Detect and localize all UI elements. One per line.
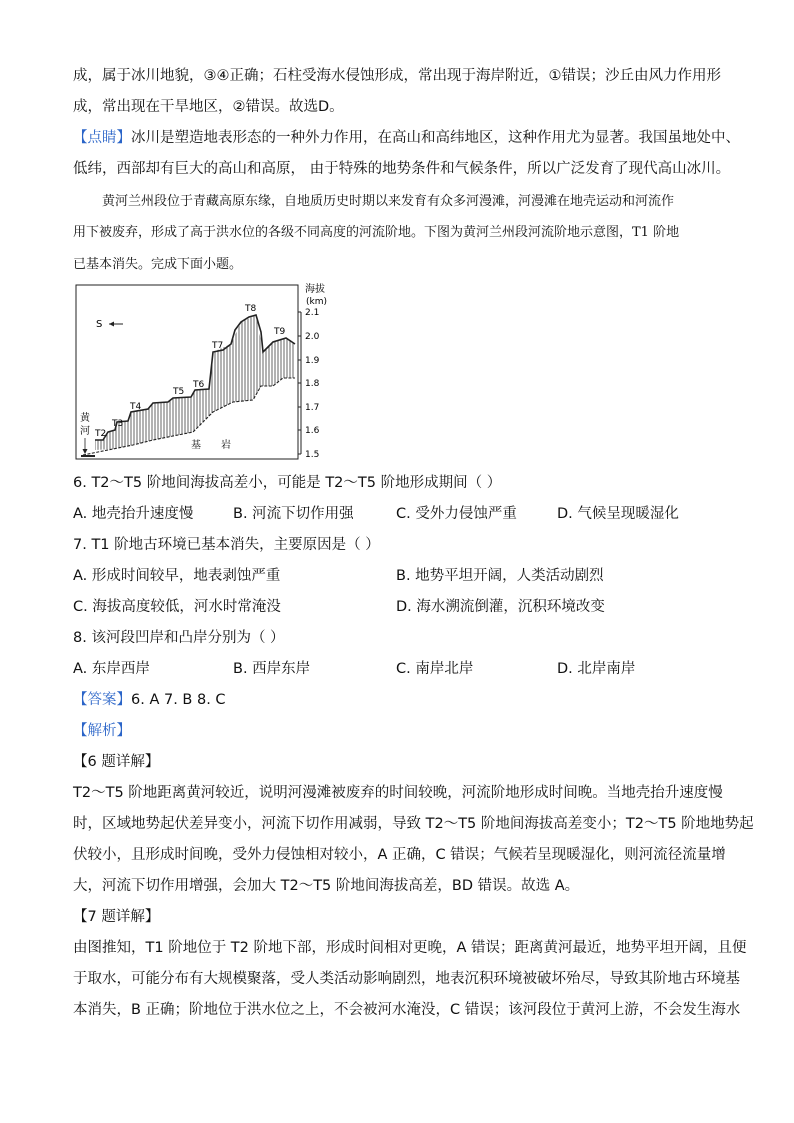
question-6-stem: 6. T2～T5 阶地间海拔高差小，可能是 T2～T5 阶地形成期间（ ）	[73, 475, 502, 491]
detail-7-tag: 【7 题详解】	[73, 909, 160, 925]
note-line-2: 低纬，西部却有巨大的高山和高原， 由于特殊的地势条件和气候条件，所以广泛发育了现代高山冰川。	[73, 161, 731, 177]
terrace-label-t5: T5	[173, 387, 185, 397]
river-label-1: 黄	[80, 413, 90, 424]
note-text-1: 冰川是塑造地表形态的一种外力作用，在高山和高纬地区，这种作用尤为显著。我国虽地处中、	[131, 130, 740, 146]
question-8-stem: 8. 该河段凹岸和凸岸分别为（ ）	[73, 630, 285, 646]
q7-option-a: A. 形成时间较早，地表剥蚀严重	[73, 568, 281, 584]
y-tick-1-5: 1.5	[305, 450, 320, 460]
bedrock-label-1: 基	[191, 440, 201, 451]
y-tick-2-1: 2.1	[305, 308, 320, 318]
stem-line-2: 用下被废弃，形成了高于洪水位的各级不同高度的河流阶地。下图为黄河兰州段河流阶地示意图，T1 阶地	[73, 225, 680, 240]
answer-text: 6. A 7. B 8. C	[131, 692, 226, 708]
answer-line	[73, 690, 226, 710]
q8-option-b: B. 西岸东岸	[233, 661, 311, 677]
detail-7-line-2: 于取水，可能分布有大规模聚落，受人类活动影响剧烈，地表沉积环境被破坏殆尽，导致其阶地古环境基	[73, 971, 740, 987]
y-tick-1-8: 1.8	[305, 379, 320, 389]
answer-tag: 【答案】	[73, 692, 131, 708]
y-tick-1-7: 1.7	[305, 403, 320, 413]
analysis-tag: 【解析】	[73, 723, 131, 739]
detail-6-tag: 【6 题详解】	[73, 754, 160, 770]
q7-option-b: B. 地势平坦开阔，人类活动剧烈	[396, 568, 604, 584]
q6-option-a: A. 地壳抬升速度慢	[73, 506, 194, 522]
q7-option-d: D. 海水溯流倒灌，沉积环境改变	[396, 599, 605, 615]
q6-option-d: D. 气候呈现暖湿化	[557, 506, 679, 522]
q8-option-c: C. 南岸北岸	[396, 661, 474, 677]
y-tick-1-6: 1.6	[305, 426, 320, 436]
detail-6-line-1: T2～T5 阶地距离黄河较近，说明河漫滩被废弃的时间较晚，河流阶地形成时间晚。当地壳抬升速度慢	[73, 785, 723, 801]
terrace-label-t8: T8	[245, 304, 257, 314]
river-label-2: 河	[80, 426, 90, 437]
note-line-1	[73, 128, 740, 148]
detail-6-line-4: 大，河流下切作用增强，会加大 T2～T5 阶地间海拔高差，BD 错误。故选 A。	[73, 878, 580, 894]
question-7-stem: 7. T1 阶地古环境已基本消失，主要原因是（ ）	[73, 537, 380, 553]
q7-option-c: C. 海拔高度较低，河水时常淹没	[73, 599, 281, 615]
detail-6-line-2: 时，区域地势起伏差异变小，河流下切作用减弱，导致 T2～T5 阶地间海拔高差变小；T2～T5 阶地地势起	[73, 816, 754, 832]
detail-7-line-3: 本消失，B 正确；阶地位于洪水位之上，不会被河水淹没，C 错误；该河段位于黄河上游，不会发生海水	[73, 1002, 741, 1018]
stem-line-3: 已基本消失。完成下面小题。	[73, 257, 243, 272]
river-pointer-head	[83, 449, 88, 454]
y-tick-2-0: 2.0	[305, 332, 320, 342]
prev-solution-line-1: 成，属于冰川地貌，③④正确；石柱受海水侵蚀形成，常出现于海岸附近，①错误；沙丘由风力作用形	[73, 68, 721, 84]
q6-option-b: B. 河流下切作用强	[233, 506, 354, 522]
q8-option-a: A. 东岸西岸	[73, 661, 150, 677]
detail-6-line-3: 伏较小，且形成时间晚，受外力侵蚀相对较小，A 正确，C 错误；气候若呈现暖湿化，则河流径流量增	[73, 847, 726, 863]
direction-south-label: S	[96, 319, 103, 330]
prev-solution-line-2: 成，常出现在干旱地区，②错误。故选D。	[73, 99, 344, 115]
stem-line-1: 黄河兰州段位于青藏高原东缘，自地质历史时期以来发育有众多河漫滩，河漫滩在地壳运动和河流作	[102, 194, 675, 209]
terrace-label-t6: T6	[193, 380, 205, 390]
terrace-label-t9: T9	[274, 327, 286, 337]
y-tick-1-9: 1.9	[305, 356, 320, 366]
terrace-label-t3: T3	[112, 419, 124, 429]
direction-arrow-head	[109, 322, 114, 327]
terrace-label-t7: T7	[212, 341, 224, 351]
q6-option-c: C. 受外力侵蚀严重	[396, 506, 517, 522]
bedrock-label-2: 岩	[221, 440, 231, 451]
elevation-label: 海拔	[305, 284, 325, 295]
terrace-label-t4: T4	[130, 402, 142, 412]
elevation-unit: (km)	[306, 297, 328, 307]
detail-7-line-1: 由图推知，T1 阶地位于 T2 阶地下部，形成时间相对更晚，A 错误；距离黄河最近，地势平坦开阔，且便	[73, 940, 747, 956]
q8-option-d: D. 北岸南岸	[557, 661, 636, 677]
river-terrace-diagram	[73, 282, 343, 464]
note-tag: 【点睛】	[73, 130, 131, 146]
terrace-label-t2: T2	[95, 429, 107, 439]
